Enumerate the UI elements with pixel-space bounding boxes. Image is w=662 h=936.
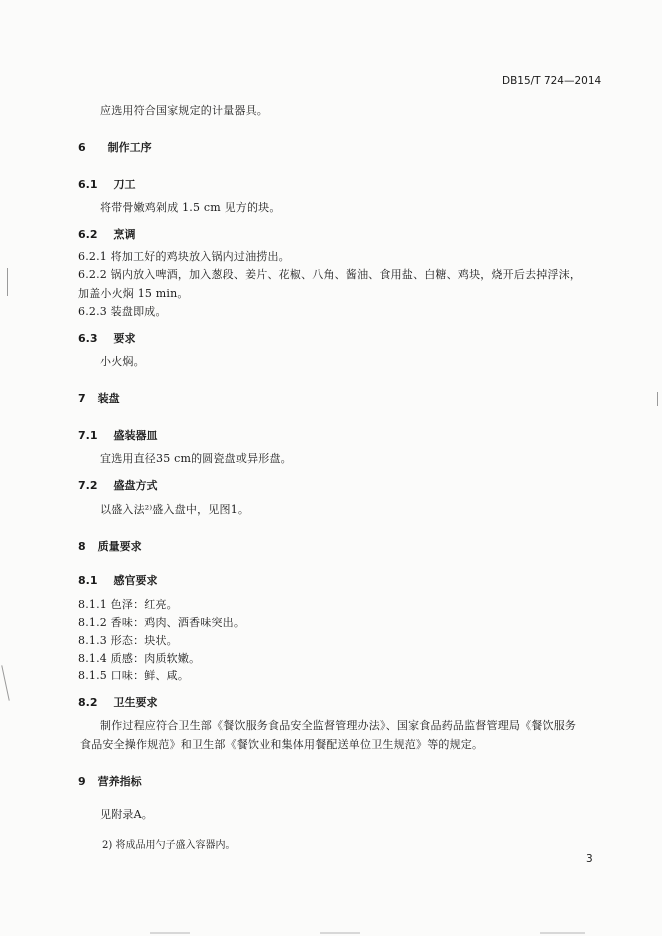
section-number: 6.3 — [78, 332, 98, 345]
section-9-heading — [78, 775, 142, 789]
section-6-3-body: 小火焖。 — [100, 355, 145, 368]
section-title: 烹调 — [113, 228, 136, 241]
section-8-2-heading — [78, 696, 158, 710]
section-6-heading — [78, 141, 152, 155]
section-title: 要求 — [113, 332, 136, 345]
section-number: 9 — [78, 775, 86, 788]
section-number: 6.1 — [78, 178, 98, 191]
doc-code: DB15/T 724—2014 — [502, 75, 602, 87]
section-title: 装盘 — [97, 392, 120, 405]
clause-6-2-3: 6.2.3 装盘即成。 — [78, 305, 167, 318]
section-7-heading — [78, 392, 120, 406]
section-title: 制作工序 — [107, 141, 152, 154]
section-7-2-body: 以盛入法²⁾盛入盘中，见图1。 — [100, 503, 250, 516]
section-title: 刀工 — [113, 178, 136, 191]
scan-smudge — [150, 932, 190, 934]
section-8-heading — [78, 540, 142, 554]
scan-smudge — [320, 932, 360, 934]
section-6-3-heading — [78, 332, 136, 346]
section-title: 感官要求 — [113, 574, 158, 587]
section-6-1-heading — [78, 178, 136, 192]
clause-8-1-1: 8.1.1 色泽：红亮。 — [78, 598, 178, 611]
page-number: 3 — [586, 853, 593, 865]
section-title: 卫生要求 — [113, 696, 158, 709]
section-number: 6 — [78, 141, 86, 154]
section-6-2-heading — [78, 228, 136, 242]
section-6-1-body: 将带骨嫩鸡剁成 1.5 cm 见方的块。 — [100, 201, 281, 214]
clause-8-1-4: 8.1.4 质感：肉质软嫩。 — [78, 652, 201, 665]
section-number: 8.1 — [78, 574, 98, 587]
clause-6-2-2: 6.2.2 锅内放入啤酒，加入葱段、姜片、花椒、八角、酱油、食用盐、白糖、鸡块，烧开后去掉浮沫， — [78, 268, 582, 281]
section-8-2-body: 制作过程应符合卫生部《餐饮服务食品安全监督管理办法》、国家食品药品监督管理局《餐饮服务 — [100, 719, 577, 732]
scan-edge-mark — [1, 665, 9, 700]
section-title: 营养指标 — [97, 775, 142, 788]
section-title: 盛装器皿 — [113, 429, 158, 442]
clause-6-2-1: 6.2.1 将加工好的鸡块放入锅内过油捞出。 — [78, 250, 290, 263]
section-number: 7.1 — [78, 429, 98, 442]
section-9-body: 见附录A。 — [100, 808, 153, 821]
clause-6-2-2-cont: 加盖小火焖 15 min。 — [78, 287, 189, 300]
scan-edge-mark — [657, 392, 658, 406]
scan-smudge — [540, 932, 585, 934]
section-number: 6.2 — [78, 228, 98, 241]
section-8-1-heading — [78, 574, 158, 588]
section-number: 8 — [78, 540, 86, 553]
scan-edge-mark — [7, 268, 8, 296]
intro-text: 应选用符合国家规定的计量器具。 — [100, 104, 268, 117]
section-7-1-body: 宜选用直径35 cm的圆瓷盘或异形盘。 — [100, 452, 292, 465]
section-title: 盛盘方式 — [113, 479, 158, 492]
clause-8-1-2: 8.1.2 香味：鸡肉、酒香味突出。 — [78, 616, 246, 629]
section-title: 质量要求 — [97, 540, 142, 553]
section-number: 8.2 — [78, 696, 98, 709]
section-8-2-body-cont: 食品安全操作规范》和卫生部《餐饮业和集体用餐配送单位卫生规范》等的规定。 — [80, 738, 484, 751]
section-7-2-heading — [78, 479, 158, 493]
section-number: 7.2 — [78, 479, 98, 492]
clause-8-1-5: 8.1.5 口味：鲜、咸。 — [78, 669, 190, 682]
section-number: 7 — [78, 392, 86, 405]
section-7-1-heading — [78, 429, 158, 443]
footnote-2: 2) 将成品用勺子盛入容器内。 — [102, 840, 236, 851]
clause-8-1-3: 8.1.3 形态：块状。 — [78, 634, 178, 647]
